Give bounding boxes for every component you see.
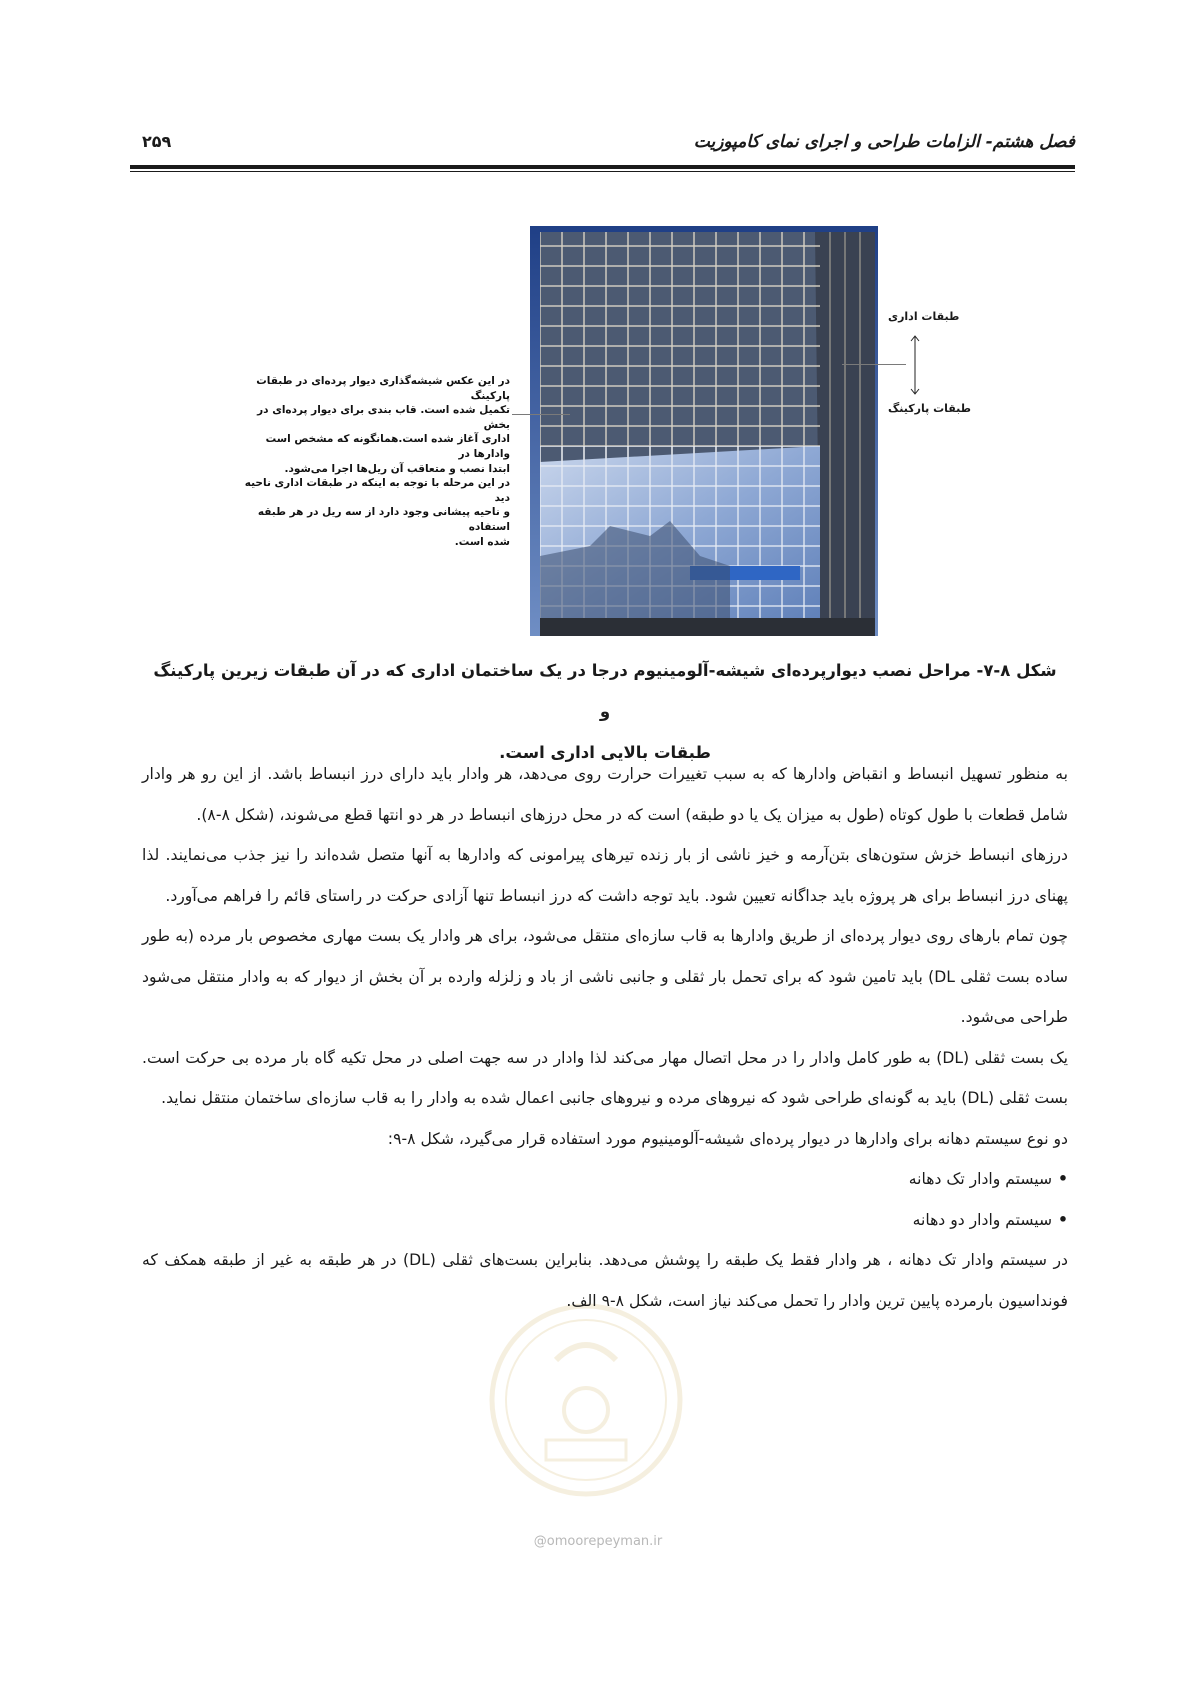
callout-leader bbox=[512, 414, 570, 415]
caption-line: طبقات بالایی اداری است. bbox=[499, 743, 711, 762]
callout-line: تکمیل شده است. قاب بندی برای دیوار پرده‌ای در بخش bbox=[257, 404, 510, 431]
body-text bbox=[142, 754, 1068, 1321]
list-item bbox=[142, 1159, 1068, 1200]
figure-callout bbox=[238, 374, 510, 549]
callout-line: و ناحیه پیشانی وجود دارد از سه ریل در هر طبقه استفاده bbox=[257, 506, 510, 533]
paragraph: یک بست ثقلی (DL) به طور کامل وادار را در محل اتصال مهار می‌کند لذا وادار در سه جهت اصلی در محل تکیه گاه بار مرده بی حرکت است. بست ثقلی (DL) باید به گونه‌ای طراحی شود که نیروهای مرده و نیروهای جانبی اعمال شده به وادار را به قاب سازه‌ای ساختمان منتقل نماید. bbox=[142, 1048, 1068, 1107]
page-header bbox=[130, 128, 1075, 158]
building-photo bbox=[530, 226, 878, 636]
label-parking-floors: طبقات پارکینگ bbox=[888, 402, 972, 415]
callout-line: شده است. bbox=[454, 535, 510, 548]
paragraph: درزهای انبساط خزش ستون‌های بتن‌آرمه و خیز ناشی از بار زنده تیرهای پیرامونی که وادارها به آنها متصل شده‌اند را نیز جذب می‌نمایند. لذا پهنای درز انبساط برای هر پروژه باید جداگانه تعیین شود. باید توجه داشت که درز انبساط تنها آزادی حرکت در راستای قائم را فراهم می‌آورد. bbox=[142, 846, 1068, 905]
header-rule-thin bbox=[130, 171, 1075, 172]
paragraph: چون تمام بارهای روی دیوار پرده‌ای از طریق وادارها به قاب سازه‌ای منتقل می‌شود، برای هر وادار یک بست مهاری مخصوص بار مرده (به طور ساده بست ثقلی DL) باید تامین شود که برای تحمل بار ثقلی و جانبی ناشی از باد و زلزله وارده بر آن بخش از دیوار که به وادار منتقل می‌شود طراحی می‌شود. bbox=[142, 927, 1068, 1026]
floor-label-leader bbox=[842, 364, 906, 365]
double-arrow-icon bbox=[908, 334, 922, 396]
paragraph: در سیستم وادار تک دهانه ، هر وادار فقط یک طبقه را پوشش می‌دهد. بنابراین بست‌های ثقلی (DL) در هر طبقه به غیر از طبقه همکف که فونداسیون بارمرده پایین ترین وادار را تحمل می‌کند نیاز است، شکل ۸-۹ الف. bbox=[142, 1251, 1068, 1310]
paragraph: دو نوع سیستم دهانه برای وادارها در دیوار پرده‌ای شیشه-آلومینیوم مورد استفاده قرار می‌گیرد، شکل ۸-۹: bbox=[387, 1129, 1068, 1148]
caption-line: شکل ۸-۷- مراحل نصب دیوارپرده‌ای شیشه-آلومینیوم درجا در یک ساختمان اداری که در آن طبقات زیرین پارکینگ و bbox=[153, 661, 1057, 721]
list-item-label: سیستم وادار دو دهانه bbox=[912, 1210, 1053, 1229]
callout-line: در این عکس شیشه‌گذاری دیوار پرده‌ای در طبقات پارکینگ bbox=[256, 375, 510, 402]
callout-line: ابتدا نصب و متعاقب آن ریل‌ها اجرا می‌شود. bbox=[284, 462, 510, 475]
paragraph: به منظور تسهیل انبساط و انقباض وادارها که به سبب تغییرات حرارت روی می‌دهد، هر وادار باید دارای درز انبساط باشد. از این رو هر وادار شامل قطعات با طول کوتاه (طول به میزان یک یا دو طبقه) است که در محل درزهای انبساط در هر دو انتها قطع می‌شوند، (شکل ۸-۸). bbox=[142, 765, 1068, 824]
callout-line: در این مرحله با توجه به اینکه در طبقات اداری ناحیه دید bbox=[244, 477, 510, 504]
bullet-icon: • bbox=[1058, 1210, 1068, 1229]
header-rule bbox=[130, 165, 1075, 169]
watermark-logo bbox=[486, 1300, 686, 1500]
chapter-title: فصل هشتم- الزامات طراحی و اجرای نمای کامپوزیت bbox=[693, 132, 1075, 152]
list-item-label: سیستم وادار تک دهانه bbox=[908, 1170, 1053, 1188]
page-number: ۲۵۹ bbox=[142, 132, 172, 151]
watermark-url: @omoorepeyman.ir bbox=[533, 1534, 663, 1549]
callout-line: اداری آغاز شده است.همانگونه که مشخص است وادارها در bbox=[265, 433, 510, 460]
label-office-floors: طبقات اداری bbox=[888, 310, 960, 323]
bullet-icon: • bbox=[1058, 1170, 1068, 1188]
list-item bbox=[142, 1200, 1068, 1241]
